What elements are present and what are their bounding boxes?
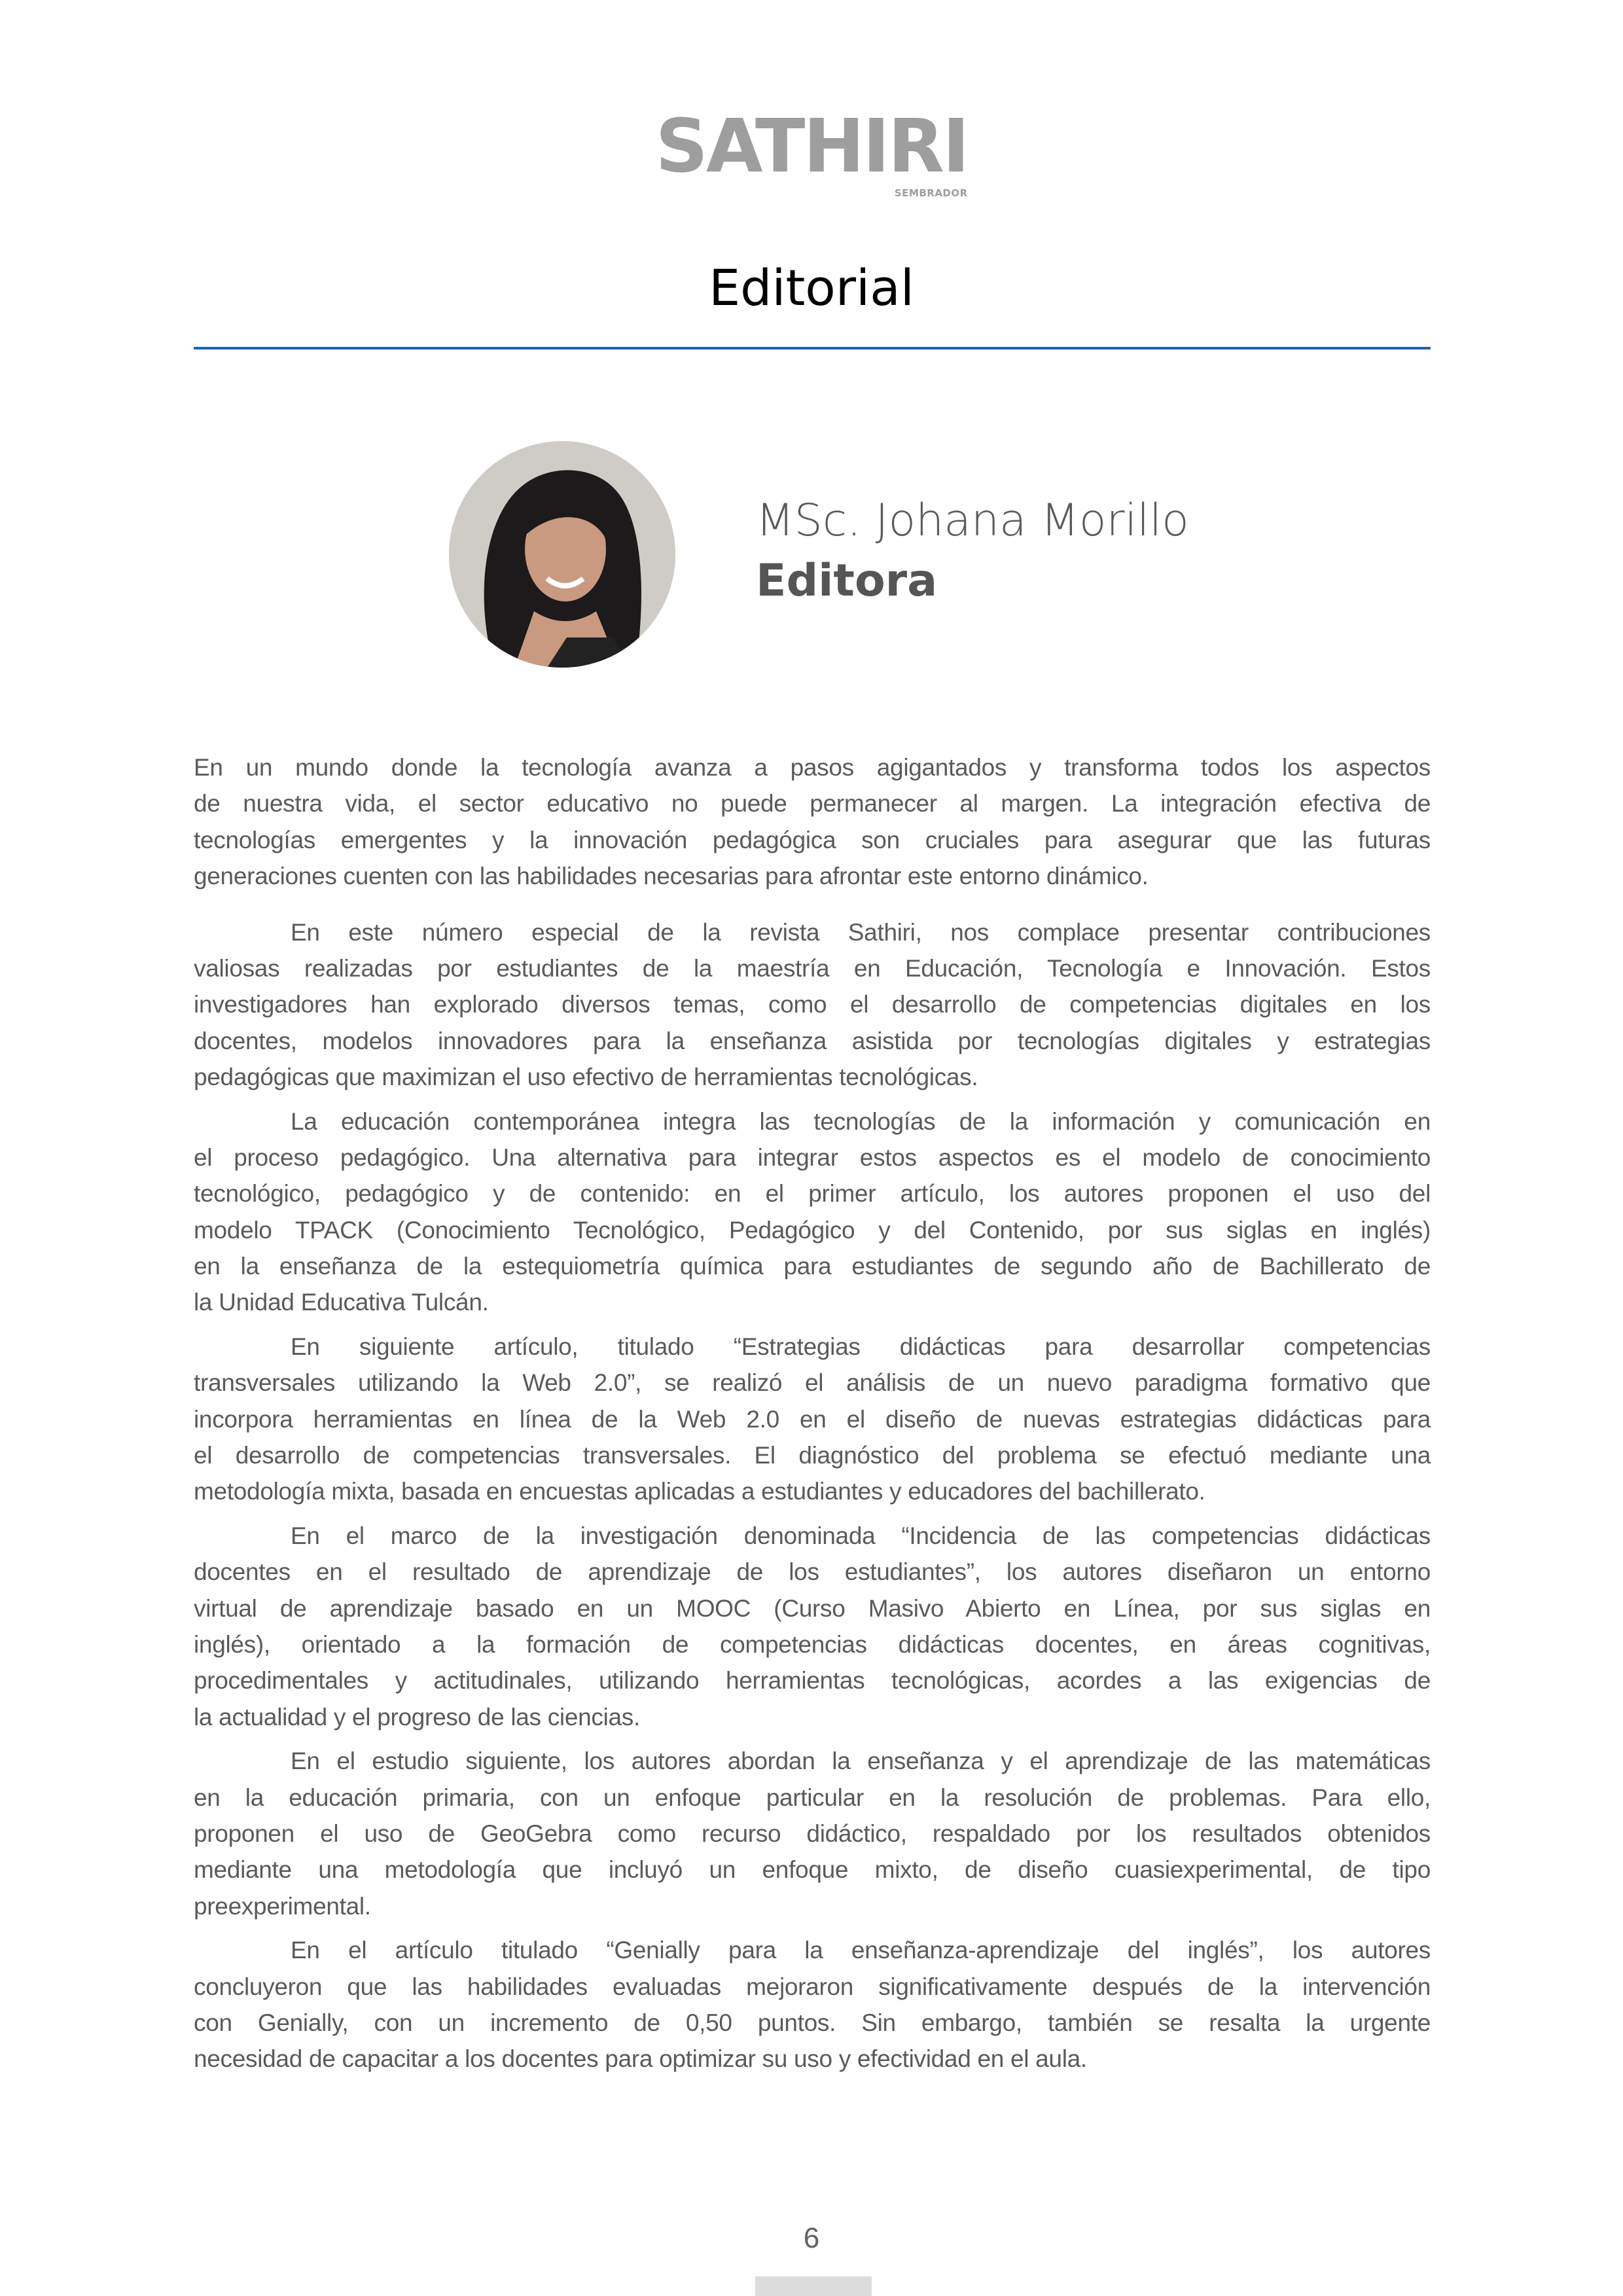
text-line: En el estudio siguiente, los autores abordan la enseñanza y el aprendizaje de las matemáticas [291, 1748, 1431, 1775]
paragraph [194, 1743, 1431, 1924]
text-line: concluyeron que las habilidades evaluadas mejoraron significativamente después de la intervención [194, 1973, 1431, 2000]
logo-wordmark: SATHIRI [655, 104, 968, 189]
text-line: en la enseñanza de la estequiometría química para estudiantes de segundo año de Bachillerato de [194, 1253, 1431, 1280]
text-line: de nuestra vida, el sector educativo no puede permanecer al margen. La integración efectiva de [194, 790, 1431, 817]
text-line: la actualidad y el progreso de las ciencias. [194, 1703, 640, 1731]
text-line: virtual de aprendizaje basado en un MOOC (Curso Masivo Abierto en Línea, por sus siglas en [194, 1594, 1431, 1622]
paragraph [194, 1932, 1431, 2077]
paragraph [194, 1518, 1431, 1735]
editorial-body [194, 749, 1431, 2085]
text-line: la Unidad Educativa Tulcán. [194, 1289, 489, 1316]
author-name: MSc. Johana Morillo [756, 495, 1189, 547]
text-line: tecnológico, pedagógico y de contenido: en el primer artículo, los autores proponen el uso del [194, 1180, 1431, 1208]
text-line: transversales utilizando la Web 2.0”, se realizó el análisis de un nuevo paradigma formativo que [194, 1369, 1431, 1397]
logo-subtitle: SEMBRADOR [894, 187, 968, 199]
text-line: tecnologías emergentes y la innovación pedagógica son cruciales para asegurar que las futuras [194, 826, 1431, 853]
text-line: el proceso pedagógico. Una alternativa para integrar estos aspectos es el modelo de conocimiento [194, 1143, 1431, 1171]
text-line: necesidad de capacitar a los docentes para optimizar su uso y efectividad en el aula. [194, 2045, 1087, 2073]
text-line: proponen el uso de GeoGebra como recurso didáctico, respaldado por los resultados obtenidos [194, 1820, 1431, 1847]
text-line: docentes, modelos innovadores para la enseñanza asistida por tecnologías digitales y estrategias [194, 1027, 1431, 1054]
text-line: generaciones cuenten con las habilidades necesarias para afrontar este entorno dinámico. [194, 863, 1149, 890]
text-line: En el marco de la investigación denominada “Incidencia de las competencias didácticas [291, 1522, 1431, 1549]
text-line: docentes en el resultado de aprendizaje de los estudiantes”, los autores diseñaron un entorno [194, 1558, 1431, 1586]
text-line: La educación contemporánea integra las tecnologías de la información y comunicación en [291, 1107, 1431, 1135]
text-line: investigadores han explorado diversos temas, como el desarrollo de competencias digitales en los [194, 991, 1431, 1018]
paragraph [194, 1329, 1431, 1510]
text-line: En un mundo donde la tecnología avanza a pasos agigantados y transforma todos los aspectos [194, 754, 1431, 781]
text-line: En el artículo titulado “Genially para la enseñanza-aprendizaje del inglés”, los autores [291, 1937, 1431, 1964]
paragraph [194, 1103, 1431, 1321]
page-title: Editorial [709, 259, 914, 317]
text-line: inglés), orientado a la formación de competencias didácticas docentes, en áreas cognitivas, [194, 1630, 1431, 1658]
title-divider [194, 347, 1431, 350]
page-footer-tab [755, 2276, 872, 2296]
author-block [756, 491, 1189, 611]
text-line: valiosas realizadas por estudiantes de la maestría en Educación, Tecnología e Innovación. Estos [194, 954, 1431, 982]
paragraph [194, 914, 1431, 1096]
text-line: En este número especial de la revista Sathiri, nos complace presentar contribuciones [291, 918, 1431, 946]
text-line: modelo TPACK (Conocimiento Tecnológico, Pedagógico y del Contenido, por sus siglas en inglés) [194, 1216, 1431, 1244]
author-photo [449, 441, 675, 668]
page-number: 6 [803, 2222, 820, 2254]
text-line: en la educación primaria, con un enfoque particular en la resolución de problemas. Para ello, [194, 1784, 1431, 1811]
paragraph [194, 749, 1431, 895]
text-line: incorpora herramientas en línea de la Web 2.0 en el diseño de nuevas estrategias didácticas para [194, 1405, 1431, 1433]
text-line: con Genially, con un incremento de 0,50 puntos. Sin embargo, también se resalta la urgente [194, 2009, 1431, 2036]
text-line: mediante una metodología que incluyó un enfoque mixto, de diseño cuasiexperimental, de tipo [194, 1856, 1431, 1884]
text-line: metodología mixta, basada en encuestas aplicadas a estudiantes y educadores del bachillerato. [194, 1478, 1205, 1505]
logo-lockup [655, 104, 968, 200]
text-line: pedagógicas que maximizan el uso efectivo de herramientas tecnológicas. [194, 1064, 978, 1091]
text-line: En siguiente artículo, titulado “Estrategias didácticas para desarrollar competencias [291, 1333, 1431, 1360]
author-role: Editora [756, 555, 938, 607]
text-line: procedimentales y actitudinales, utilizando herramientas tecnológicas, acordes a las exigencias de [194, 1667, 1431, 1695]
text-line: preexperimental. [194, 1892, 371, 1920]
sathiri-logo [0, 104, 1623, 200]
text-line: el desarrollo de competencias transversales. El diagnóstico del problema se efectuó mediante una [194, 1442, 1431, 1469]
